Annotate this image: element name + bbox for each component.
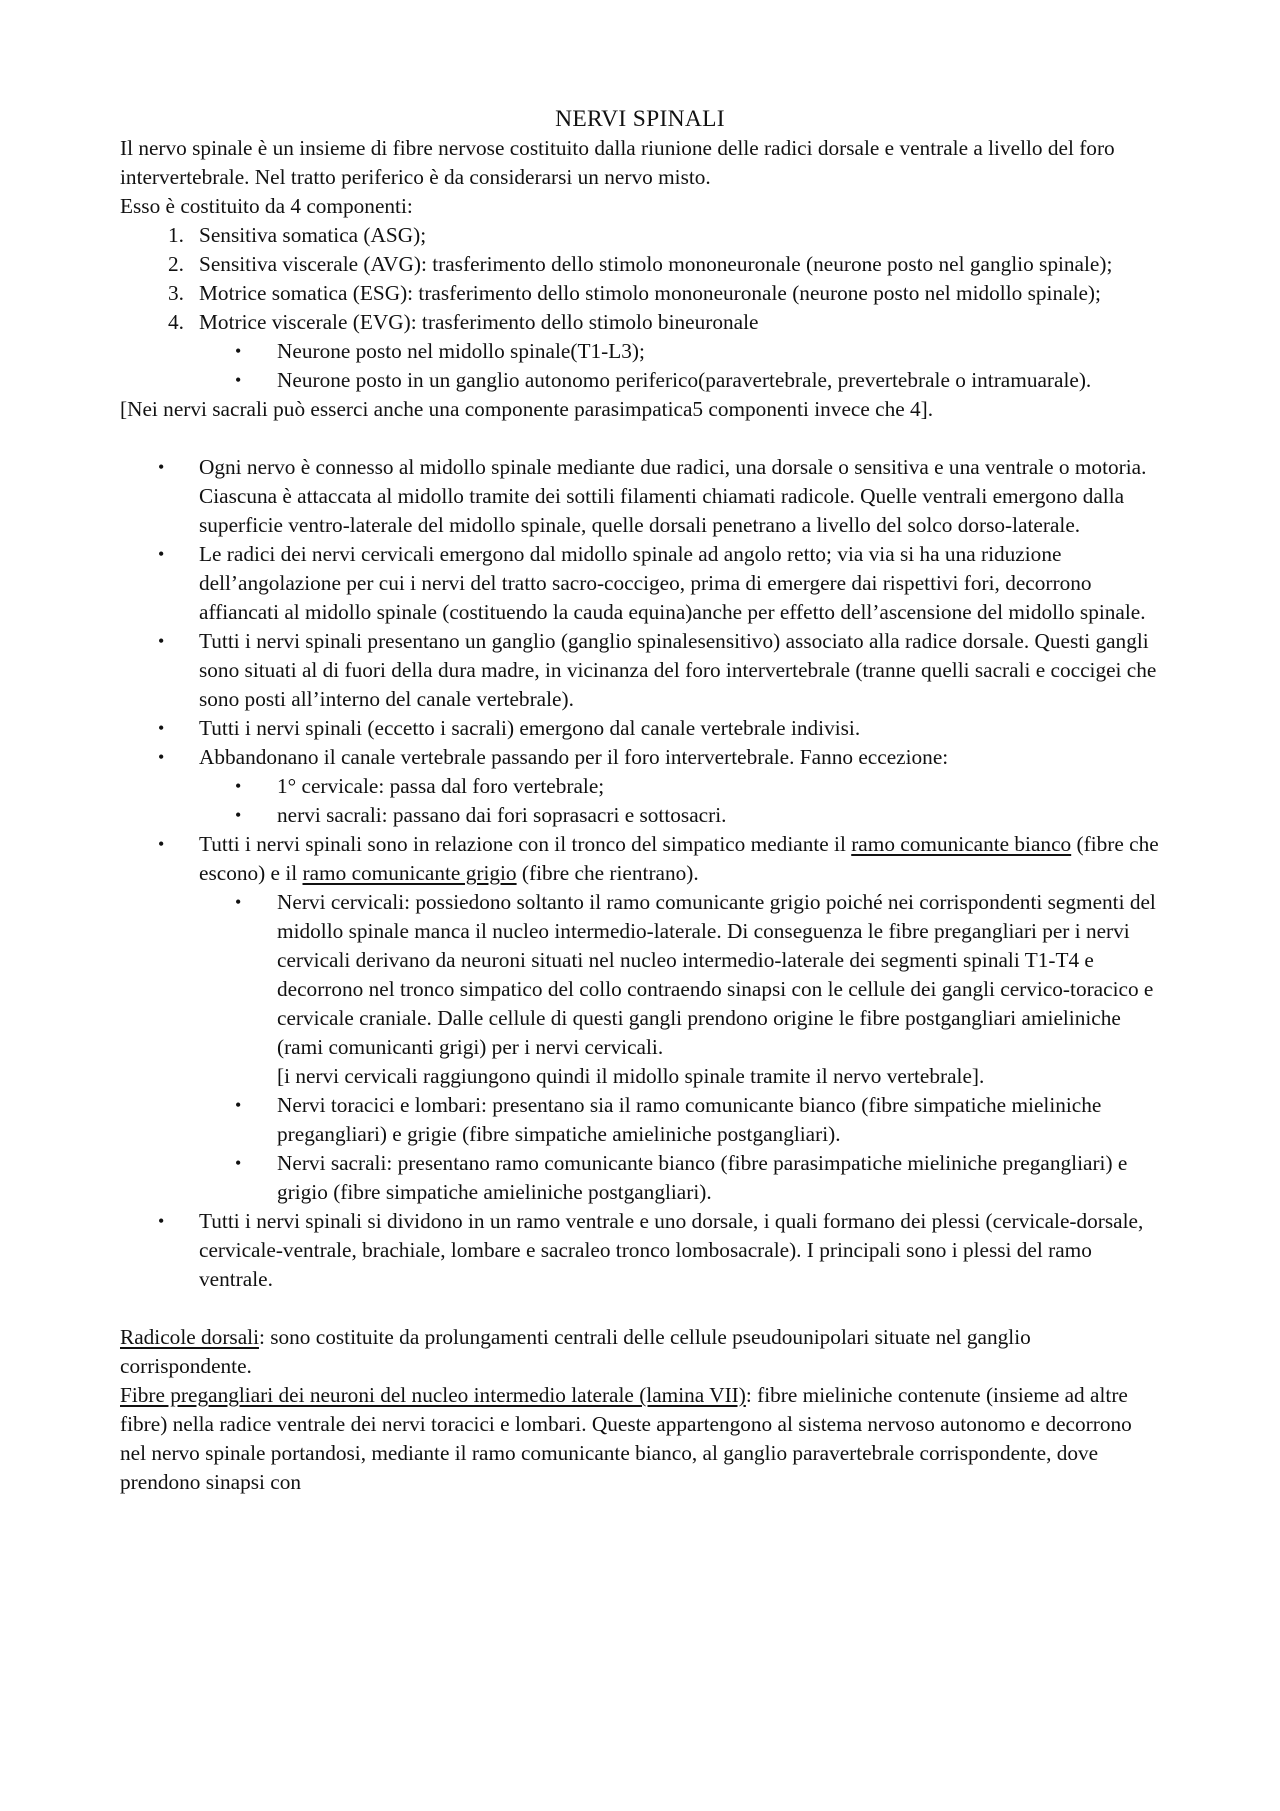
list-item (120, 540, 1160, 627)
list-item-text: Le radici dei nervi cervicali emergono dal midollo spinale ad angolo retto; via via si ha una riduzione dell’angolazione per cui i nervi del tratto sacro-coccigeo, prima di emergere dai rispettivi fori, decorrono affiancati al midollo spinale (costituendo la cauda equina)anche per effetto dell’ascensione del midollo spinale. (199, 542, 1146, 624)
blank-line (120, 424, 1160, 453)
intro-paragraph: Il nervo spinale è un insieme di fibre nervose costituito dalla riunione delle radici dorsale e ventrale a livello del foro intervertebrale. Nel tratto periferico è da considerarsi un nervo misto. (120, 136, 1115, 189)
list-number: 4. (168, 310, 184, 334)
underlined-term: Radicole dorsali (120, 1325, 259, 1349)
underlined-term: Fibre pregangliari dei neuroni del nucleo intermedio laterale (lamina VII) (120, 1383, 746, 1407)
list-item-text: 1° cervicale: passa dal foro vertebrale; (277, 774, 605, 798)
list-item-text: Tutti i nervi spinali si dividono in un ramo ventrale e uno dorsale, i quali formano dei plessi (cervicale-dorsale, cervicale-ventrale, brachiale, lombare e sacraleo tronco lombosacrale). I principali sono i plessi del ramo ventrale. (199, 1209, 1144, 1291)
list-item-text: Ogni nervo è connesso al midollo spinale mediante due radici, una dorsale o sensitiva e una ventrale o motoria. Ciascuna è attaccata al midollo tramite dei sottili filamenti chiamati radicole. Quelle ventrali emergono dalla superficie ventro-laterale del midollo spinale, quelle dorsali penetrano a livello del solco dorso-laterale. (199, 455, 1147, 537)
bullet-icon: • (235, 1153, 242, 1173)
list-item (120, 627, 1160, 714)
bullet-list (120, 453, 1160, 1294)
text-run: : fibre mieliniche contenute (insieme ad altre fibre) nella radice ventrale dei nervi toracici e lombari. Queste appartengono al sistema nervoso autonomo e decorrono nel nervo spinale portandosi, mediante il ramo comunicante bianco, al ganglio paravertebrale corrispondente, dove prendono sinapsi con (120, 1383, 1132, 1494)
list-item (199, 801, 1160, 830)
fibre-paragraph (120, 1381, 1160, 1497)
list-item (120, 453, 1160, 540)
list-number: 1. (168, 223, 184, 247)
list-item (199, 772, 1160, 801)
list-number: 3. (168, 281, 184, 305)
bullet-icon: • (158, 544, 165, 564)
list-number: 2. (168, 252, 184, 276)
text-run: : sono costituite da prolungamenti centrali delle cellule pseudounipolari situate nel ganglio corrispondente. (120, 1325, 1031, 1378)
list-item-text: Tutti i nervi spinali (eccetto i sacrali) emergono dal canale vertebrale indivisi. (199, 716, 861, 740)
list-item (120, 308, 1160, 395)
underlined-term: ramo comunicante bianco (851, 832, 1072, 856)
list-item-text: Nervi sacrali: presentano ramo comunicante bianco (fibre parasimpatiche mieliniche pregangliari) e grigio (fibre simpatiche amieliniche postgangliari). (277, 1151, 1128, 1204)
list-item-text: Nervi toracici e lombari: presentano sia il ramo comunicante bianco (fibre simpatiche mieliniche pregangliari) e grigie (fibre simpatiche amieliniche postgangliari). (277, 1093, 1102, 1146)
list-item-text: Nervi cervicali: possiedono soltanto il ramo comunicante grigio poiché nei corrispondenti segmenti del midollo spinale manca il nucleo intermedio-laterale. Di conseguenza le fibre pregangliari per i nervi cervicali derivano da neuroni situati nel nucleo intermedio-laterale dei segmenti spinali T1-T4 e decorrono nel tronco simpatico del collo contraendo sinapsi con le cellule dei gangli cervico-toracico e cervicale craniale. Dalle cellule di questi gangli prendono origine le fibre postgangliari amieliniche (rami comunicanti grigi) per i nervi cervicali. (277, 890, 1156, 1059)
document-page (120, 104, 1160, 1497)
blank-line (120, 1294, 1160, 1323)
list-item (120, 279, 1160, 308)
bullet-icon: • (235, 370, 242, 390)
list-item (199, 1149, 1160, 1207)
sacral-note: [Nei nervi sacrali può esserci anche una componente parasimpatica5 componenti invece che 4]. (120, 397, 934, 421)
bullet-icon: • (158, 718, 165, 738)
list-item (120, 1207, 1160, 1294)
list-item (199, 888, 1160, 1091)
list-item-text: Abbandonano il canale vertebrale passando per il foro intervertebrale. Fanno eccezione: (199, 745, 949, 769)
bullet-icon: • (158, 834, 165, 854)
list-item (120, 830, 1160, 1207)
bullet-icon: • (235, 341, 242, 361)
list-item (120, 714, 1160, 743)
bullet-icon: • (158, 1211, 165, 1231)
text-run: Tutti i nervi spinali sono in relazione con il tronco del simpatico mediante il (199, 832, 852, 856)
text-run: (fibre che escono) e il (199, 832, 1159, 885)
bullet-icon: • (235, 1095, 242, 1115)
list-item-text: Neurone posto in un ganglio autonomo periferico(paravertebrale, prevertebrale o intramuarale). (277, 368, 1092, 392)
components-intro: Esso è costituito da 4 componenti: (120, 194, 413, 218)
list-item (120, 250, 1160, 279)
components-list (120, 221, 1160, 395)
list-item-text: Neurone posto nel midollo spinale(T1-L3); (277, 339, 645, 363)
list-item-text: Sensitiva viscerale (AVG): trasferimento dello stimolo mononeuronale (neurone posto nel ganglio spinale); (199, 252, 1113, 276)
bullet-icon: • (235, 776, 242, 796)
text-run: (fibre che rientrano). (516, 861, 699, 885)
list-item-text (199, 832, 1159, 885)
list-item (120, 221, 1160, 250)
sublist (199, 337, 1160, 395)
page-title: NERVI SPINALI (555, 106, 725, 132)
bullet-icon: • (158, 631, 165, 651)
list-item (199, 337, 1160, 366)
bullet-icon: • (158, 747, 165, 767)
bullet-icon: • (235, 892, 242, 912)
list-item-text: Sensitiva somatica (ASG); (199, 223, 427, 247)
list-item-text: Motrice somatica (ESG): trasferimento dello stimolo mononeuronale (neurone posto nel midollo spinale); (199, 281, 1101, 305)
list-item-text: Tutti i nervi spinali presentano un ganglio (ganglio spinalesensitivo) associato alla radice dorsale. Questi gangli sono situati al di fuori della dura madre, in vicinanza del foro intervertebrale (tranne quelli sacrali e coccigei che sono posti all’interno del canale vertebrale). (199, 629, 1157, 711)
underlined-term: ramo comunicante grigio (302, 861, 517, 885)
list-item (120, 743, 1160, 830)
list-item-text: nervi sacrali: passano dai fori soprasacri e sottosacri. (277, 803, 727, 827)
list-item-note: [i nervi cervicali raggiungono quindi il midollo spinale tramite il nervo vertebrale]. (277, 1064, 985, 1088)
list-item (199, 366, 1160, 395)
bullet-icon: • (158, 457, 165, 477)
radicole-paragraph (120, 1323, 1160, 1381)
list-item (199, 1091, 1160, 1149)
list-item-text: Motrice viscerale (EVG): trasferimento dello stimolo bineuronale (199, 310, 759, 334)
sublist (199, 888, 1160, 1207)
bullet-icon: • (235, 805, 242, 825)
sublist (199, 772, 1160, 830)
